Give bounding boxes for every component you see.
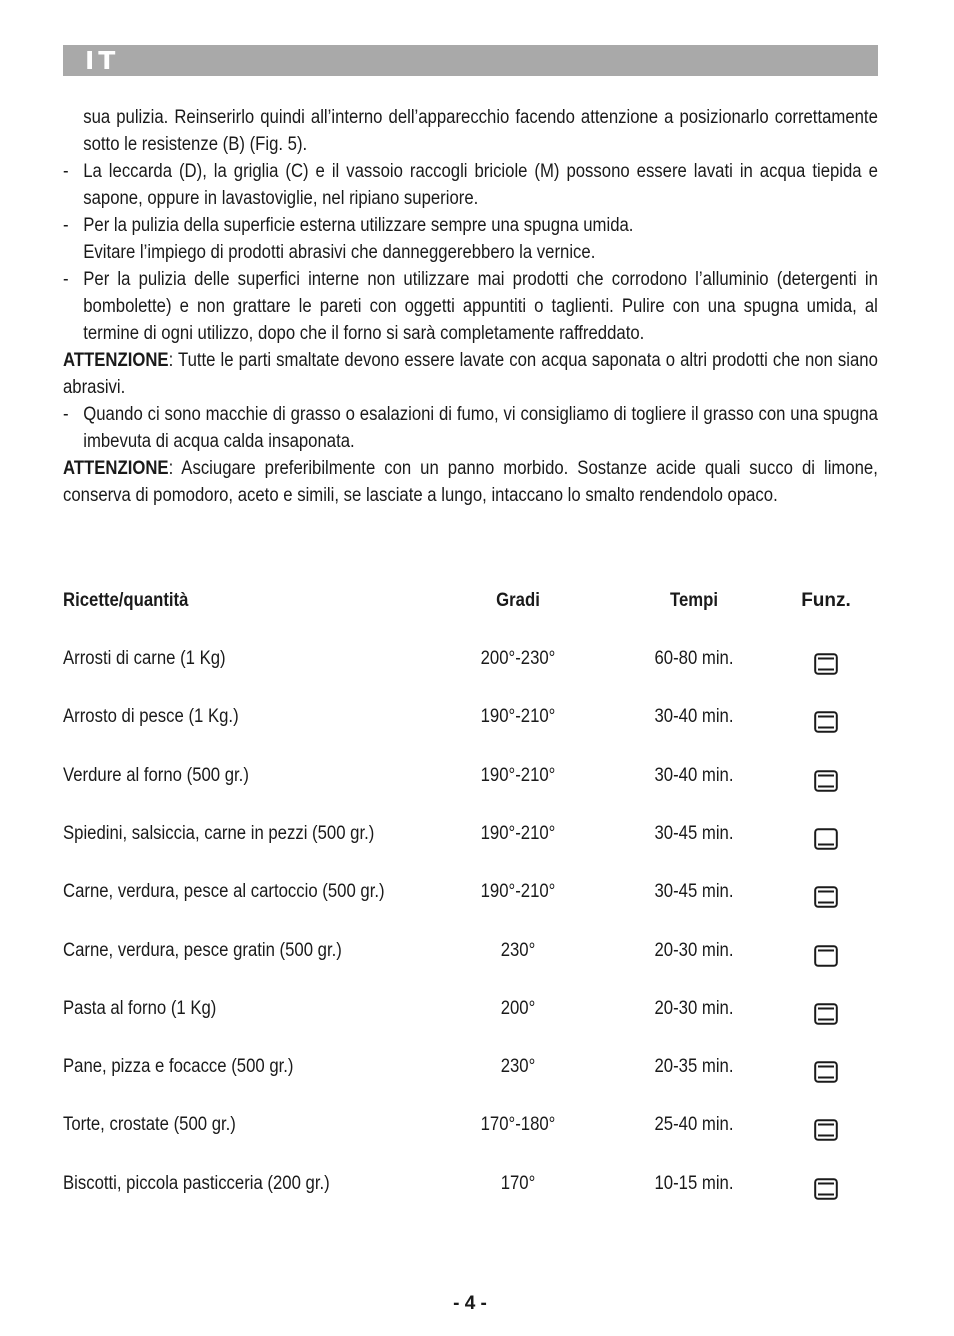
- top-bottom-icon: [814, 653, 838, 675]
- table-row: [63, 823, 878, 853]
- recipe-cell: Carne, verdura, pesce gratin (500 gr.): [63, 939, 342, 961]
- time-cell: 25-40 min.: [654, 1114, 734, 1136]
- table-row: [63, 998, 878, 1028]
- table-row: [63, 706, 878, 736]
- degrees-cell: 170°-180°: [480, 1114, 556, 1136]
- table-row: [63, 940, 878, 970]
- list-item: - Per la pulizia della superficie esterna utilizzare sempre una spugna umida.: [63, 215, 634, 236]
- top-bottom-icon: [814, 1119, 838, 1141]
- header-func: Funz.: [801, 590, 851, 611]
- table-row: [63, 1173, 878, 1203]
- header-recipe: Ricette/quantità: [63, 590, 189, 611]
- recipe-cell: Arrosto di pesce (1 Kg.): [63, 706, 239, 728]
- header-degrees: Gradi: [496, 590, 540, 611]
- warning-paragraph: ATTENZIONE: Tutte le parti smaltate devono essere lavate con acqua saponata o altri prodotti che non siano abrasivi.: [63, 350, 878, 398]
- time-cell: 20-30 min.: [654, 939, 734, 961]
- bottom-icon: [814, 828, 838, 850]
- page-number: - 4 -: [453, 1293, 487, 1314]
- language-label: IT: [85, 46, 120, 75]
- list-item: - La leccarda (D), la griglia (C) e il vassoio raccogli briciole (M) possono essere lavati in acqua tiepida e sapone, oppure in lavastoviglie, nel ripiano superiore.: [63, 161, 878, 209]
- time-cell: 30-45 min.: [654, 881, 734, 903]
- top-icon: [814, 945, 838, 967]
- table-row: [63, 1114, 878, 1144]
- degrees-cell: 200°-230°: [480, 648, 556, 669]
- degrees-cell: 200°: [500, 997, 536, 1019]
- recipe-cell: Spiedini, salsiccia, carne in pezzi (500 gr.): [63, 822, 375, 844]
- time-cell: 20-35 min.: [654, 1056, 734, 1078]
- time-cell: 30-40 min.: [654, 764, 734, 786]
- list-item: - Quando ci sono macchie di grasso o esalazioni di fumo, vi consigliamo di togliere il grasso con una spugna imbevuta di acqua calda insaponata.: [63, 404, 878, 452]
- top-bottom-icon: [814, 1061, 838, 1083]
- time-cell: 30-45 min.: [654, 822, 734, 844]
- degrees-cell: 190°-210°: [480, 881, 556, 903]
- language-header-bar: [63, 45, 878, 76]
- top-bottom-icon: [814, 1003, 838, 1025]
- degrees-cell: 170°: [500, 1172, 536, 1194]
- top-bottom-icon: [814, 1178, 838, 1200]
- time-cell: 30-40 min.: [654, 706, 734, 728]
- top-bottom-icon: [814, 770, 838, 792]
- recipe-cell: Pane, pizza e focacce (500 gr.): [63, 1056, 294, 1078]
- paragraph-continuation: sua pulizia. Reinserirlo quindi all’interno dell’apparecchio facendo attenzione a posizionarlo correttamente sotto le resistenze (B) (Fig. 5).: [83, 107, 878, 155]
- cleaning-instructions: [63, 104, 878, 509]
- table-header-row: [63, 590, 878, 620]
- top-bottom-icon: [814, 886, 838, 908]
- table-row: [63, 881, 878, 911]
- table-row: [63, 648, 878, 678]
- time-cell: 10-15 min.: [654, 1172, 734, 1194]
- table-row: [63, 765, 878, 795]
- recipe-cell: Biscotti, piccola pasticceria (200 gr.): [63, 1172, 330, 1194]
- warning-label: ATTENZIONE: [63, 350, 169, 371]
- recipe-cell: Torte, crostate (500 gr.): [63, 1114, 236, 1136]
- list-item-continuation: Evitare l’impiego di prodotti abrasivi che danneggerebbero la vernice.: [83, 242, 596, 263]
- recipe-cell: Verdure al forno (500 gr.): [63, 764, 249, 786]
- recipe-cell: Carne, verdura, pesce al cartoccio (500 gr.): [63, 881, 385, 903]
- recipe-cell: Pasta al forno (1 Kg): [63, 997, 217, 1019]
- warning-label: ATTENZIONE: [63, 458, 169, 479]
- degrees-cell: 190°-210°: [480, 764, 556, 786]
- header-time: Tempi: [669, 590, 718, 611]
- time-cell: 20-30 min.: [654, 997, 734, 1019]
- time-cell: 60-80 min.: [654, 648, 734, 669]
- table-row: [63, 1056, 878, 1086]
- degrees-cell: 230°: [500, 939, 536, 961]
- degrees-cell: 190°-210°: [480, 822, 556, 844]
- degrees-cell: 230°: [500, 1056, 536, 1078]
- top-bottom-icon: [814, 711, 838, 733]
- recipe-cell: Arrosti di carne (1 Kg): [63, 648, 226, 669]
- list-item: - Per la pulizia delle superfici interne non utilizzare mai prodotti che corrodono l’alluminio (detergenti in bombolette) e non grattare le pareti con oggetti appuntiti o taglienti. Pulire con una spugna umida, al termine di ogni utilizzo, dopo che il forno si sarà completamente raffreddato.: [63, 269, 878, 344]
- warning-paragraph: ATTENZIONE: Asciugare preferibilmente con un panno morbido. Sostanze acide quali succo di limone, conserva di pomodoro, aceto e simili, se lasciate a lungo, intaccano lo smalto rendendolo opaco.: [63, 458, 878, 506]
- degrees-cell: 190°-210°: [480, 706, 556, 728]
